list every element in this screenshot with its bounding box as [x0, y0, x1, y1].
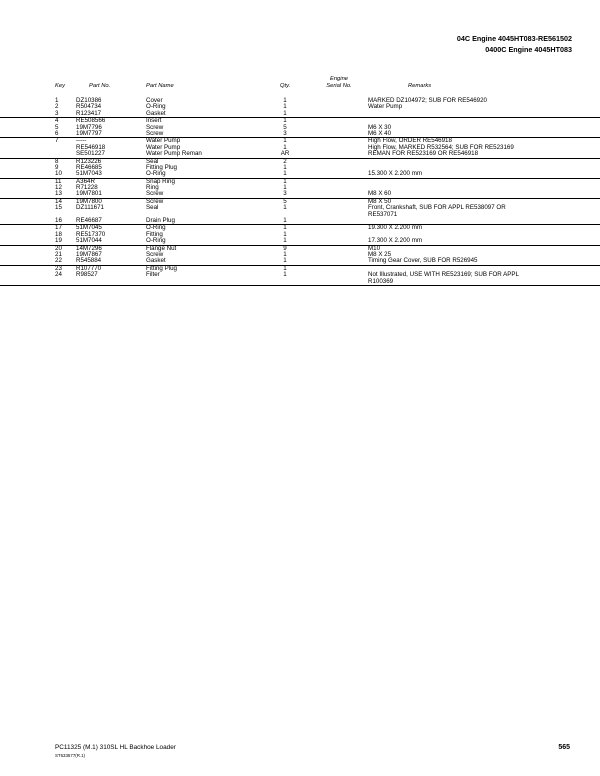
table-row	[0, 258, 600, 264]
qty-cell: 1	[283, 103, 287, 111]
column-header-part-no: Part No.	[89, 83, 111, 89]
key-cell: 9	[55, 163, 59, 171]
part-no-cell: R98527	[76, 271, 98, 279]
qty-cell: 1	[283, 109, 287, 117]
part-name-cell: Screw	[146, 129, 164, 137]
column-header-qty: Qty.	[280, 83, 291, 89]
qty-cell: 5	[283, 123, 287, 131]
part-name-cell: Water Pump	[146, 143, 181, 151]
part-no-cell: -----	[76, 137, 87, 145]
column-header-part-name: Part Name	[146, 83, 174, 89]
footer-document-info: PC11325 (M.1) 310SL HL Backhoe Loader	[55, 744, 176, 751]
part-name-cell: Filter	[146, 271, 160, 279]
part-no-cell: 19M7800	[76, 197, 102, 205]
qty-cell: 1	[283, 184, 287, 192]
part-no-cell: RE46685	[76, 163, 102, 171]
qty-cell: 1	[283, 170, 287, 178]
remarks-cell: 15.300 X 2.200 mm	[368, 170, 423, 178]
row-group	[0, 199, 600, 226]
part-no-cell: R545884	[76, 257, 102, 265]
qty-cell: 1	[283, 117, 287, 125]
part-no-cell: 19M7801	[76, 190, 102, 198]
part-no-cell: RE517370	[76, 230, 106, 238]
key-cell: 5	[55, 123, 59, 131]
part-no-cell: 14M7296	[76, 244, 102, 252]
remarks-cell: 17.300 X 2.200 mm	[368, 237, 423, 245]
key-cell: 18	[55, 230, 62, 238]
qty-cell: 3	[283, 190, 287, 198]
qty-cell: 1	[283, 217, 287, 225]
part-no-cell: RE508566	[76, 117, 106, 125]
key-cell: 8	[55, 157, 59, 165]
qty-cell: 3	[283, 129, 287, 137]
part-name-cell: Seal	[146, 157, 159, 165]
part-no-cell: SE501227	[76, 150, 105, 158]
part-name-cell: Cover	[146, 97, 163, 104]
part-no-cell: 51M7043	[76, 170, 102, 178]
remarks-cell: High Flow, ORDER RE546918	[368, 137, 452, 145]
key-cell: 3	[55, 109, 59, 117]
table-row	[0, 191, 600, 197]
part-no-cell: 19M7796	[76, 123, 102, 131]
part-no-cell: DZ10386	[76, 97, 102, 104]
page-header-line-2: 0400C Engine 4045HT083	[485, 45, 572, 54]
part-name-cell: Insert	[146, 117, 162, 125]
row-group	[0, 179, 600, 199]
qty-cell: 1	[283, 163, 287, 171]
key-cell: 11	[55, 177, 62, 185]
qty-cell: 5	[283, 197, 287, 205]
page-header-line-1: 04C Engine 4045HT083-RE561502	[456, 34, 572, 43]
remarks-cell: Not Illustrated, USE WITH RE523169; SUB FOR APPL	[368, 271, 519, 279]
remarks-cell: High Flow, MARKED R532564; SUB FOR RE523169	[368, 143, 514, 151]
key-cell: 10	[55, 170, 62, 178]
row-group	[0, 159, 600, 179]
part-no-cell: R71228	[76, 184, 98, 192]
part-name-cell: Water Pump Reman	[146, 150, 202, 158]
table-row	[0, 151, 600, 157]
key-cell: 1	[55, 97, 59, 104]
row-group	[0, 98, 600, 118]
remarks-cell: M8 X 60	[368, 190, 392, 198]
column-header-engine-serial	[324, 76, 354, 90]
part-no-cell: 51M7044	[76, 237, 102, 245]
qty-cell: 2	[283, 157, 287, 165]
qty-cell: 1	[283, 257, 287, 265]
part-name-cell: Snap Ring	[146, 177, 175, 185]
part-name-cell: Fitting Plug	[146, 264, 177, 272]
part-no-cell: DZ111671	[76, 204, 104, 212]
part-name-cell: O-Ring	[146, 237, 166, 245]
part-name-cell: Water Pump	[146, 137, 181, 145]
part-name-cell: O-Ring	[146, 170, 166, 178]
table-row	[0, 238, 600, 244]
qty-cell: 1	[283, 97, 287, 104]
part-no-cell: 19M7797	[76, 129, 102, 137]
key-cell: 14	[55, 197, 62, 205]
key-cell: 20	[55, 244, 62, 252]
part-name-cell: Screw	[146, 190, 164, 198]
part-name-cell: Screw	[146, 250, 164, 258]
part-no-cell: A364R	[76, 177, 95, 185]
part-name-cell: Fitting	[146, 230, 163, 238]
part-name-cell: O-Ring	[146, 224, 166, 232]
key-cell: 4	[55, 117, 59, 125]
remarks-cell: M10	[368, 244, 381, 252]
part-name-cell: Screw	[146, 197, 164, 205]
part-name-cell: Ring	[146, 184, 159, 192]
part-no-cell: R123417	[76, 109, 102, 117]
parts-table	[0, 98, 600, 286]
qty-cell: 1	[283, 137, 287, 145]
part-no-cell: 51M7045	[76, 224, 102, 232]
footer-sub-code: ST633577(R.1)	[55, 753, 86, 758]
part-name-cell: Flange Nut	[146, 244, 177, 252]
column-header-remarks: Remarks	[408, 83, 432, 89]
key-cell: 23	[55, 264, 62, 272]
row-group	[0, 266, 600, 286]
key-cell: 16	[55, 217, 62, 225]
remarks-cell: REMAN FOR RE523169 OR RE546918	[368, 150, 479, 158]
qty-cell: 9	[283, 244, 287, 252]
remarks-cell: M6 X 30	[368, 123, 392, 131]
part-no-cell: 19M7867	[76, 250, 102, 258]
row-group	[0, 138, 600, 158]
remarks-cell: 19.300 X 2.200 mm	[368, 224, 423, 232]
key-cell: 22	[55, 257, 62, 265]
qty-cell: 1	[283, 264, 287, 272]
qty-cell: 1	[283, 177, 287, 185]
part-name-cell: O-Ring	[146, 103, 166, 111]
table-row	[0, 131, 600, 137]
part-name-cell: Fitting Plug	[146, 163, 177, 171]
key-cell: 19	[55, 237, 62, 245]
part-name-cell: Gasket	[146, 109, 166, 117]
part-name-cell: Gasket	[146, 257, 166, 265]
table-row	[0, 171, 600, 177]
column-header-serial-line-1: Engine	[329, 76, 349, 82]
part-no-cell: R504734	[76, 103, 102, 111]
part-no-cell: RE46687	[76, 217, 102, 225]
key-cell: 17	[55, 224, 62, 232]
qty-cell: 1	[283, 224, 287, 232]
row-group	[0, 118, 600, 138]
remarks-cell: MARKED DZ104972; SUB FOR RE546920	[368, 97, 487, 104]
qty-cell: 1	[283, 237, 287, 245]
remarks-cell: Front, Crankshaft, SUB FOR APPL RE538097 OR	[368, 204, 506, 212]
key-cell: 2	[55, 103, 59, 111]
key-cell: 12	[55, 184, 62, 192]
part-name-cell: Seal	[146, 204, 159, 212]
row-group	[0, 246, 600, 266]
remarks-cell: M8 X 25	[368, 250, 392, 258]
qty-cell: 1	[283, 143, 287, 151]
key-cell: 7	[55, 137, 59, 145]
key-cell: 24	[55, 271, 62, 279]
part-no-cell: R107770	[76, 264, 102, 272]
remarks-cell: M6 X 40	[368, 129, 392, 137]
part-name-cell: Screw	[146, 123, 164, 131]
qty-cell: 1	[283, 204, 287, 212]
key-cell: 15	[55, 204, 62, 212]
qty-cell: 1	[283, 230, 287, 238]
remarks-cell: RE537071	[368, 210, 398, 218]
column-header-serial-line-2: Serial No.	[326, 83, 352, 89]
remarks-cell: Timing Gear Cover, SUB FOR R526945	[368, 257, 478, 265]
remarks-cell: Water Pump	[368, 103, 403, 111]
key-cell: 13	[55, 190, 62, 198]
part-no-cell: R123226	[76, 157, 102, 165]
qty-cell: AR	[280, 150, 290, 158]
row-group	[0, 225, 600, 245]
remarks-cell: R100369	[368, 277, 394, 285]
part-no-cell: RE546918	[76, 143, 106, 151]
part-name-cell: Drain Plug	[146, 217, 175, 225]
key-cell: 21	[55, 250, 62, 258]
column-header-key: Key	[55, 83, 65, 89]
table-row	[0, 279, 600, 285]
page-number: 565	[558, 744, 570, 751]
qty-cell: 1	[283, 271, 287, 279]
qty-cell: 1	[283, 250, 287, 258]
key-cell: 6	[55, 129, 59, 137]
remarks-cell: M8 X 50	[368, 197, 392, 205]
